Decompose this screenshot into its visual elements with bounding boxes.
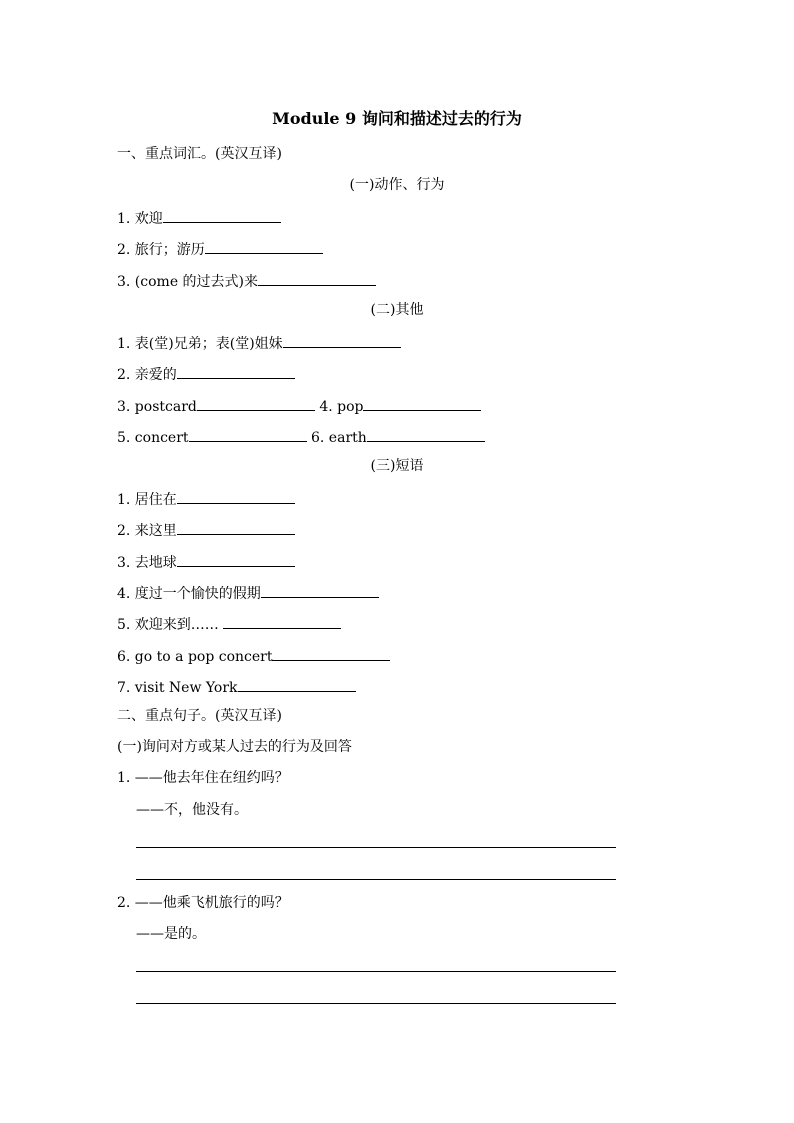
vocab-label: 4. pop [319,399,364,415]
phrase-label: 1. 居住在 [117,492,177,508]
vocab-item [117,331,401,354]
section2-subheading: (一)询问对方或某人过去的行为及回答 [117,739,352,755]
answer-2: ——是的。 [136,926,206,942]
vocab-label: 3. (come 的过去式)来 [117,274,259,290]
vocab-item [117,425,485,448]
answer-blank[interactable] [177,487,295,504]
vocab-item [117,394,481,417]
section2-heading: 二、重点句子。(英汉互译) [117,708,282,724]
answer-blank[interactable] [177,550,295,567]
phrase-label: 2. 来这里 [117,523,177,539]
answer-blank[interactable] [238,675,356,692]
vocab-label: 5. concert [117,430,189,446]
answer-blank[interactable] [205,237,323,254]
translation-line[interactable] [136,847,616,848]
phrase-label: 6. go to a pop concert [117,649,273,665]
vocab-label: 2. 旅行；游历 [117,242,205,258]
group1-heading: (一)动作、行为 [349,177,445,193]
question-2: 2. ——他乘飞机旅行的吗？ [117,895,289,911]
answer-blank[interactable] [163,206,281,223]
phrase-item [117,550,295,573]
answer-blank[interactable] [197,394,315,411]
answer-blank[interactable] [283,331,401,348]
phrase-item [117,518,295,541]
vocab-label: 2. 亲爱的 [117,367,177,383]
translation-line[interactable] [136,1003,616,1004]
vocab-label: 1. 表(堂)兄弟；表(堂)姐妹 [117,336,283,352]
group2-heading: (二)其他 [370,302,424,318]
vocab-item [117,237,323,260]
answer-blank[interactable] [177,362,295,379]
answer-blank[interactable] [363,394,481,411]
answer-blank[interactable] [367,425,485,442]
answer-blank[interactable] [261,581,379,598]
vocab-item [117,269,376,292]
phrase-item [117,487,295,510]
vocab-label: 1. 欢迎 [117,211,163,227]
phrase-label: 4. 度过一个愉快的假期 [117,586,261,602]
answer-blank[interactable] [177,518,295,535]
vocab-label: 6. earth [311,430,367,446]
question-1: 1. ——他去年住在纽约吗？ [117,770,289,786]
vocab-label: 3. postcard [117,399,197,415]
vocab-item [117,362,295,385]
answer-1: ——不，他没有。 [136,802,248,818]
translation-line[interactable] [136,879,616,880]
answer-blank[interactable] [223,612,341,629]
phrase-label: 7. visit New York [117,680,238,696]
phrase-item [117,612,341,635]
section1-heading: 一、重点词汇。(英汉互译) [117,146,282,162]
answer-blank[interactable] [258,269,376,286]
phrase-label: 3. 去地球 [117,555,177,571]
answer-blank[interactable] [189,425,307,442]
answer-blank[interactable] [272,644,390,661]
group3-heading: (三)短语 [370,458,424,474]
phrase-item [117,581,379,604]
page-title: Module 9 询问和描述过去的行为 [272,109,522,128]
translation-line[interactable] [136,971,616,972]
phrase-label: 5. 欢迎来到…… [117,617,219,633]
phrase-item [117,644,390,667]
vocab-item [117,206,281,229]
phrase-item [117,675,356,698]
